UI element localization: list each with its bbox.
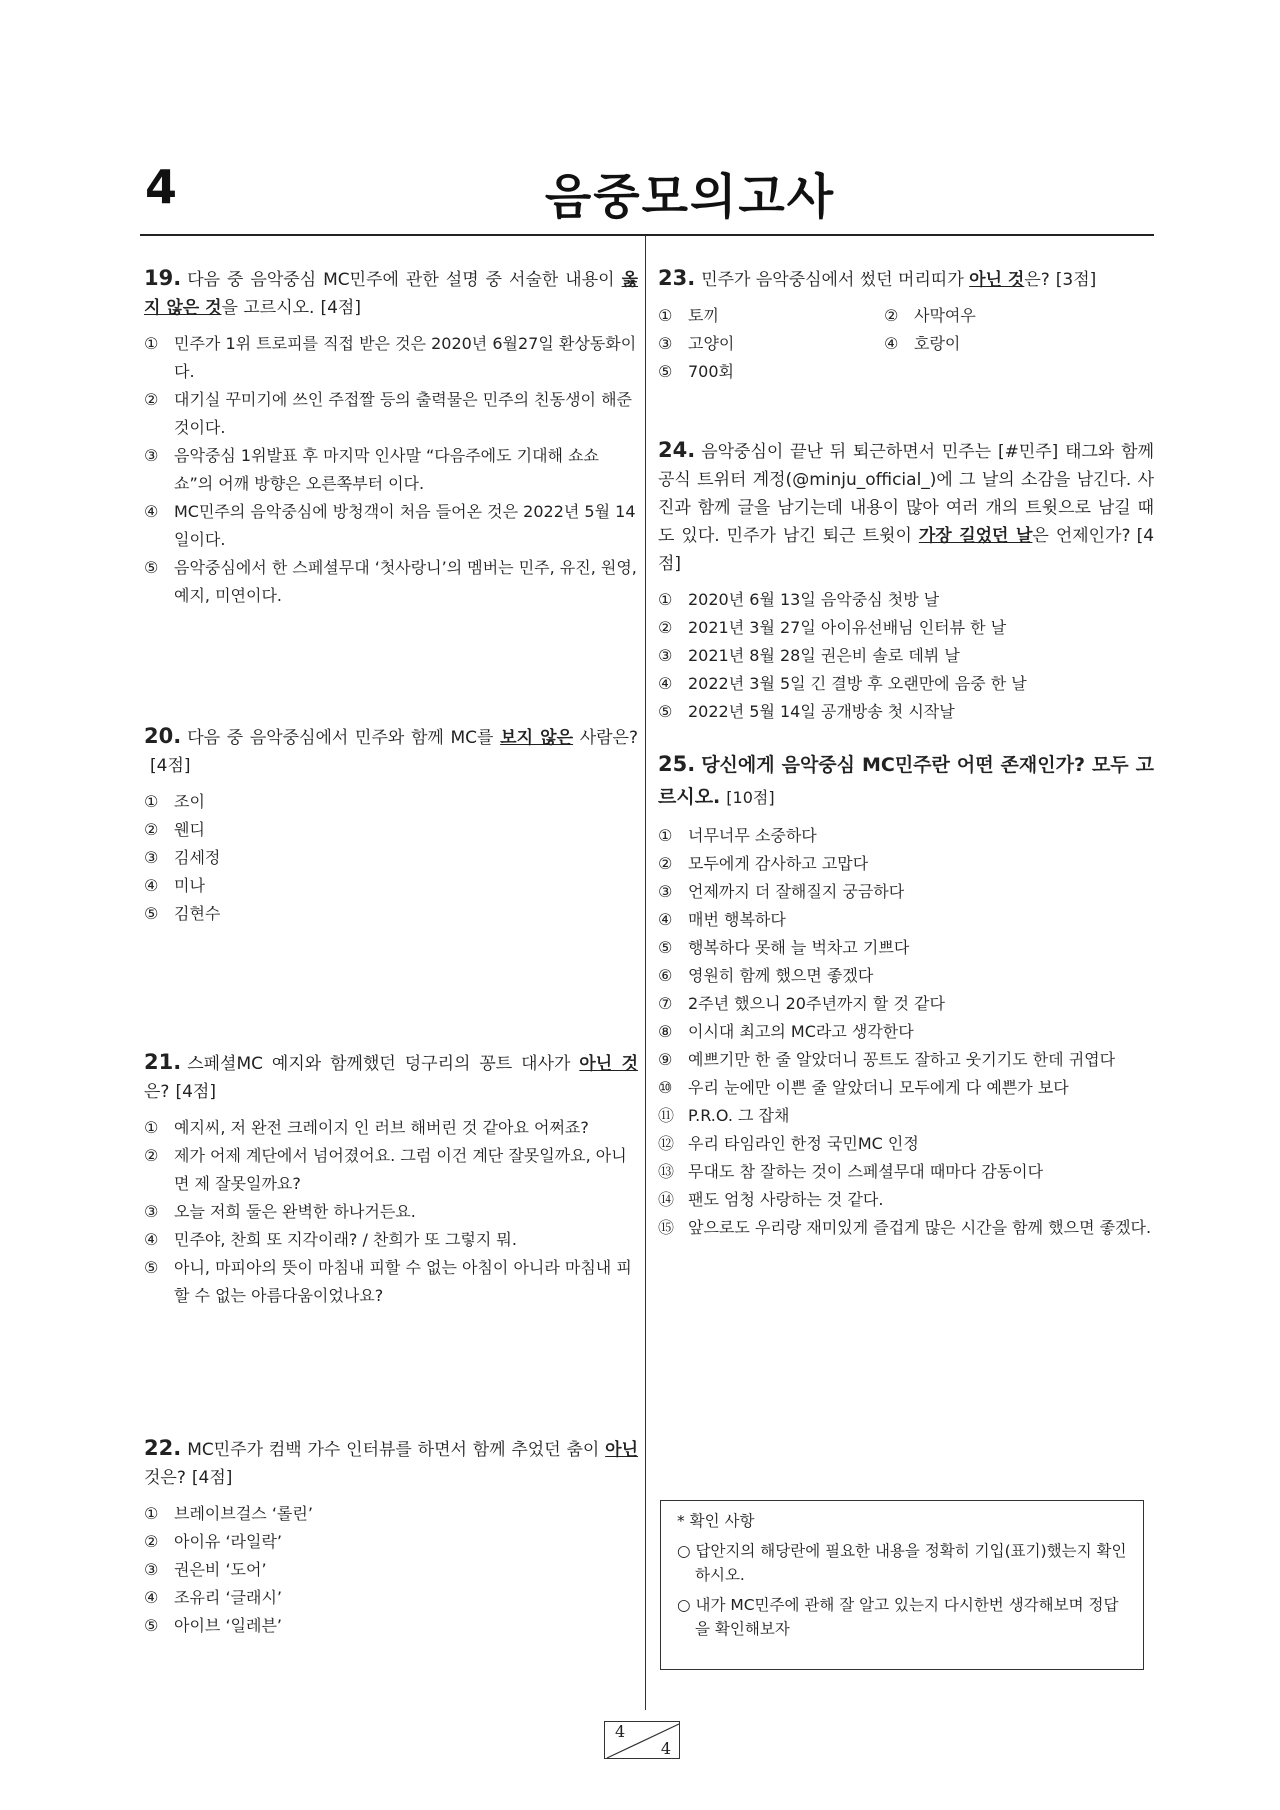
question-23	[658, 264, 1154, 386]
option[interactable]: ② 제가 어제 계단에서 넘어졌어요. 그럼 이건 계단 잘못일까요, 아니면 제 잘못일까요?	[144, 1146, 627, 1193]
notice-title: * 확인 사항	[677, 1512, 755, 1530]
total-pages: 4	[660, 1739, 671, 1758]
points: [4점]	[191, 1468, 233, 1488]
option[interactable]: ① 토끼	[658, 306, 719, 325]
option[interactable]: ⑤ 음악중심에서 한 스페셜무대 ‘첫사랑니’의 멤버는 민주, 유진, 원영, 예지, 미연이다.	[144, 558, 637, 605]
emphasis-underline: 보지 않은	[500, 728, 574, 748]
notice-item: ○ 답안지의 해당란에 필요한 내용을 정확히 기입(표기)했는지 확인하시오.	[677, 1542, 1127, 1584]
option[interactable]: ③ 언제까지 더 잘해질지 궁금하다	[658, 882, 905, 901]
notice-item: ○ 내가 MC민주에 관해 잘 알고 있는지 다시한번 생각해보며 정답을 확인해보자	[677, 1596, 1119, 1638]
option[interactable]: ⑤ 2022년 5월 14일 공개방송 첫 시작날	[658, 702, 955, 721]
option[interactable]: ⑤ 행복하다 못해 늘 벅차고 기쁘다	[658, 938, 910, 957]
question-number: 19.	[144, 266, 182, 290]
option[interactable]: ⑤ 김현수	[144, 904, 221, 923]
question-stem: 20. 다음 중 음악중심에서 민주와 함께 MC를 보지 않은 사람은?[4점]	[144, 724, 638, 776]
points: [10점]	[726, 788, 775, 807]
option-list	[144, 330, 638, 610]
option[interactable]: ③ 권은비 ‘도어’	[144, 1560, 267, 1579]
header-rule	[140, 234, 1154, 236]
option[interactable]: ⑪ P.R.O. 그 잡채	[658, 1106, 790, 1125]
option-list	[144, 1114, 638, 1310]
option-list	[658, 302, 1154, 386]
question-25	[658, 748, 1154, 1242]
column-divider	[645, 236, 646, 1710]
option[interactable]: ③ 음악중심 1위발표 후 마지막 인사말 “다음주에도 기대해 쇼쇼쇼”의 어깨 방향은 오른쪽부터 이다.	[144, 446, 600, 493]
question-number: 20.	[144, 724, 182, 748]
option[interactable]: ⑤ 700회	[658, 362, 734, 381]
option[interactable]: ④ MC민주의 음악중심에 방청객이 처음 들어온 것은 2022년 5월 14일이다.	[144, 502, 636, 549]
option-list	[144, 788, 638, 928]
option[interactable]: ① 예지씨, 저 완전 크레이지 인 러브 해버린 것 같아요 어쩌죠?	[144, 1118, 589, 1137]
points: [4점]	[175, 1082, 216, 1102]
question-21	[144, 1048, 638, 1310]
emphasis-underline: 아닌	[605, 1440, 638, 1460]
question-number: 25.	[658, 752, 696, 776]
option[interactable]: ⑨ 예쁘기만 한 줄 알았더니 꽁트도 잘하고 웃기기도 한데 귀엽다	[658, 1050, 1116, 1069]
option[interactable]: ① 브레이브걸스 ‘롤린’	[144, 1504, 313, 1523]
option[interactable]: ⑫ 우리 타임라인 한정 국민MC 인정	[658, 1134, 919, 1153]
question-number: 21.	[144, 1050, 182, 1074]
question-number: 24.	[658, 438, 696, 462]
question-20	[144, 722, 638, 928]
points: [4점]	[150, 756, 191, 776]
emphasis-underline: 아닌 것	[579, 1054, 638, 1074]
option[interactable]: ② 대기실 꾸미기에 쓰인 주접짤 등의 출력물은 민주의 친동생이 해준 것이다.	[144, 390, 633, 437]
option[interactable]: ② 사막여우	[884, 306, 976, 325]
option[interactable]: ④ 호랑이	[884, 334, 961, 353]
option[interactable]: ⑭ 팬도 엄청 사랑하는 것 같다.	[658, 1190, 884, 1209]
page-indicator	[604, 1721, 680, 1759]
option-list	[658, 822, 1154, 1242]
emphasis-underline: 옳지 않은 것	[144, 270, 638, 318]
question-stem: 19. 다음 중 음악중심 MC민주에 관한 설명 중 서술한 내용이 옳지 않은 것을 고르시오. [4점]	[144, 266, 638, 318]
option-list	[144, 1500, 638, 1640]
option[interactable]: ② 아이유 ‘라일락’	[144, 1532, 282, 1551]
option[interactable]: ⑧ 이시대 최고의 MC라고 생각한다	[658, 1022, 914, 1041]
question-22	[144, 1434, 638, 1640]
current-page: 4	[615, 1722, 626, 1741]
option[interactable]: ④ 민주야, 찬희 또 지각이래? / 찬희가 또 그렇지 뭐.	[144, 1230, 517, 1249]
option[interactable]: ④ 매번 행복하다	[658, 910, 786, 929]
option[interactable]: ④ 조유리 ‘글래시’	[144, 1588, 282, 1607]
emphasis-underline: 아닌 것	[969, 270, 1025, 290]
question-stem: 24. 음악중심이 끝난 뒤 퇴근하면서 민주는 [#민주] 태그와 함께 공식 트위터 계정(@minju_official_)에 그 날의 소감을 남긴다. 사진과 함께 글을 남기는데 내용이 많아 여러 개의 트윗으로 남길 때도 있다. 민주가 남긴 퇴근 트윗이 가장 길었던 날은 언제인가? [4점]	[658, 438, 1155, 574]
option[interactable]: ③ 고양이	[658, 334, 735, 353]
option[interactable]: ⑥ 영원히 함께 했으면 좋겠다	[658, 966, 874, 985]
points: [3점]	[1055, 270, 1097, 290]
question-number: 22.	[144, 1436, 182, 1460]
points: [4점]	[658, 526, 1155, 574]
option[interactable]: ② 2021년 3월 27일 아이유선배님 인터뷰 한 날	[658, 618, 1007, 637]
option[interactable]: ③ 김세정	[144, 848, 221, 867]
option[interactable]: ① 민주가 1위 트로피를 직접 받은 것은 2020년 6월27일 환상동화이다.	[144, 334, 637, 381]
option[interactable]: ⑮ 앞으로도 우리랑 재미있게 즐겁게 많은 시간을 함께 했으면 좋겠다.	[658, 1218, 1152, 1237]
emphasis-underline: 가장 길었던 날	[918, 526, 1033, 546]
option[interactable]: ③ 2021년 8월 28일 권은비 솔로 데뷔 날	[658, 646, 960, 665]
question-24	[658, 436, 1154, 726]
option[interactable]: ⑦ 2주년 했으니 20주년까지 할 것 같다	[658, 994, 945, 1013]
option[interactable]: ① 너무너무 소중하다	[658, 826, 817, 845]
option[interactable]: ① 조이	[144, 792, 205, 811]
option[interactable]: ⑤ 아이브 ‘일레븐’	[144, 1616, 282, 1635]
question-19	[144, 264, 638, 610]
option[interactable]: ⑤ 아니, 마피아의 뜻이 마침내 피할 수 없는 아침이 아니라 마침내 피할 수 없는 아름다움이었나요?	[144, 1258, 632, 1305]
question-stem: 21. 스페셜MC 예지와 함께했던 덩구리의 꽁트 대사가 아닌 것은? [4점]	[144, 1050, 638, 1102]
option[interactable]: ② 모두에게 감사하고 고맙다	[658, 854, 869, 873]
question-stem: 23. 민주가 음악중심에서 썼던 머리띠가 아닌 것은? [3점]	[658, 266, 1097, 290]
page-title: 음중모의고사	[544, 169, 836, 225]
option-list	[658, 586, 1154, 726]
option[interactable]: ① 2020년 6월 13일 음악중심 첫방 날	[658, 590, 940, 609]
option[interactable]: ④ 2022년 3월 5일 긴 결방 후 오랜만에 음중 한 날	[658, 674, 1027, 693]
points: [4점]	[320, 298, 361, 318]
option[interactable]: ② 웬디	[144, 820, 205, 839]
confirmation-notice-box	[660, 1500, 1144, 1670]
page-number: 4	[145, 160, 178, 214]
question-stem: 25. 당신에게 음악중심 MC민주란 어떤 존재인가? 모두 고르시오. [10점]	[658, 752, 1154, 808]
option[interactable]: ⑩ 우리 눈에만 이쁜 줄 알았더니 모두에게 다 예쁜가 보다	[658, 1078, 1069, 1097]
question-stem: 22. MC민주가 컴백 가수 인터뷰를 하면서 함께 추었던 춤이 아닌 것은? [4점]	[144, 1436, 638, 1488]
option[interactable]: ④ 미나	[144, 876, 205, 895]
question-number: 23.	[658, 266, 696, 290]
option[interactable]: ⑬ 무대도 참 잘하는 것이 스페셜무대 때마다 감동이다	[658, 1162, 1044, 1181]
option[interactable]: ③ 오늘 저희 둘은 완벽한 하나거든요.	[144, 1202, 416, 1221]
